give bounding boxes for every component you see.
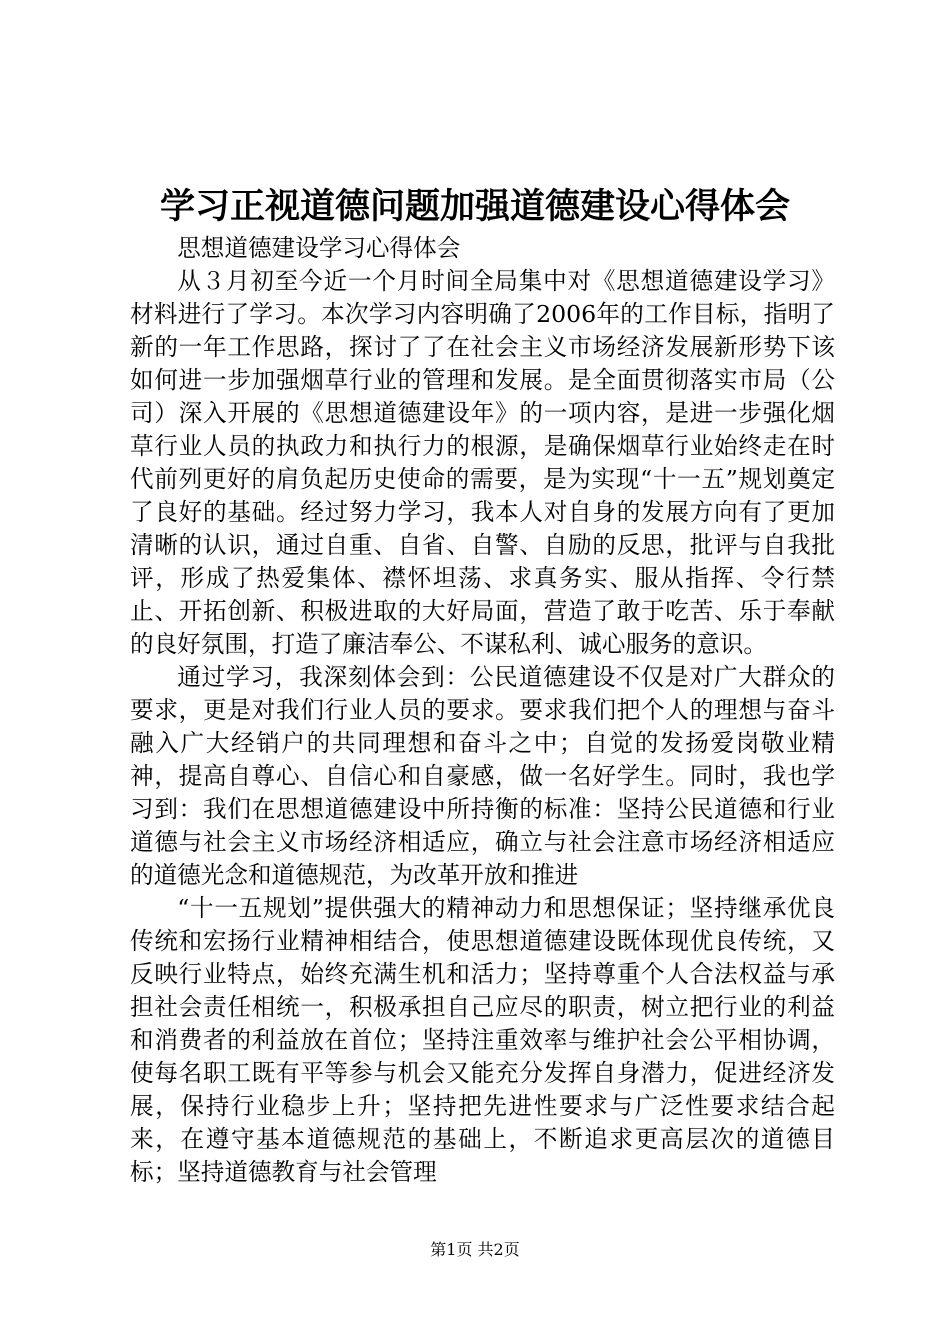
subtitle-paragraph: 思想道德建设学习心得体会 bbox=[177, 234, 461, 262]
page-number-footer: 第1页 共2页 bbox=[430, 1240, 520, 1259]
document-body bbox=[130, 232, 835, 1189]
body-paragraph-1: 从３月初至今近一个月时间全局集中对《思想道德建设学习》材料进行了学习。本次学习内容明确了2006年的工作目标，指明了新的一年工作思路，探讨了了在社会主义市场经济发展新形势下该如何进一步加强烟草行业的管理和发展。是全面贯彻落实市局（公司）深入开展的《思想道德建设年》的一项内容，是进一步强化烟草行业人员的执政力和执行力的根源，是确保烟草行业始终走在时代前列更好的肩负起历史使命的需要，是为实现“十一五”规划奠定了良好的基础。经过努力学习，我本人对自身的发展方向有了更加清晰的认识，通过自重、自省、自警、自励的反思，批评与自我批评，形成了热爱集体、襟怀坦荡、求真务实、服从指挥、令行禁止、开拓创新、积极进取的大好局面，营造了敢于吃苦、乐于奉献的良好氛围，打造了廉洁奉公、不谋私利、诚心服务的意识。 bbox=[130, 267, 835, 658]
document-title: 学习正视道德问题加强道德建设心得体会 bbox=[159, 186, 790, 227]
body-paragraph-3: “十一五规划”提供强大的精神动力和思想保证；坚持继承优良传统和宏扬行业精神相结合，使思想道德建设既体现优良传统，又反映行业特点，始终充满生机和活力；坚持尊重个人合法权益与承担社会责任相统一，积极承担自己应尽的职责，树立把行业的利益和消费者的利益放在首位；坚持注重效率与维护社会公平相协调，使每名职工既有平等参与机会又能充分发挥自身潜力，促进经济发展，保持行业稳步上升；坚持把先进性要求与广泛性要求结合起来，在遵守基本道德规范的基础上，不断追求更高层次的道德目标；坚持道德教育与社会管理 bbox=[130, 894, 835, 1186]
body-paragraph-2: 通过学习，我深刻体会到：公民道德建设不仅是对广大群众的要求，更是对我们行业人员的要求。要求我们把个人的理想与奋斗融入广大经销户的共同理想和奋斗之中；自觉的发扬爱岗敬业精神，提高自尊心、自信心和自豪感，做一名好学生。同时，我也学习到：我们在思想道德建设中所持衡的标准：坚持公民道德和行业道德与社会主义市场经济相适应，确立与社会注意市场经济相适应的道德光念和道德规范，为改革开放和推进 bbox=[130, 663, 835, 889]
